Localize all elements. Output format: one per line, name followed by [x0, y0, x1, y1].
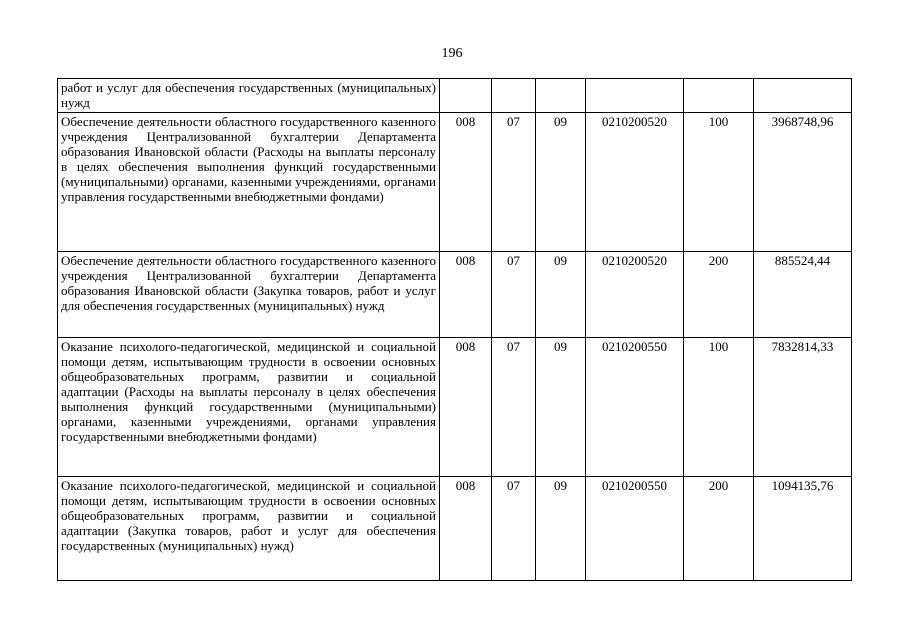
page-number: 196 — [441, 46, 463, 61]
expense-type-code: 100 — [684, 338, 754, 477]
ministry-code: 008 — [440, 252, 492, 338]
ministry-code: 008 — [440, 477, 492, 581]
subsection-code — [536, 79, 586, 113]
table-row — [58, 113, 852, 252]
section-code: 07 — [492, 477, 536, 581]
row-description: работ и услуг для обеспечения государственных (муниципальных) нужд — [58, 79, 440, 113]
ministry-code — [440, 79, 492, 113]
amount: 7832814,33 — [754, 338, 852, 477]
section-code: 07 — [492, 338, 536, 477]
row-description: Оказание психолого-педагогической, медицинской и социальной помощи детям, испытывающим трудности в освоении основных общеобразовательных программ, развитии и социальной адаптации (Расходы на выплаты персоналу в целях обеспечения выполнения функций государственными (муниципальными) органами, казенными учреждениями, органами управления государственными внебюджетными фондами) — [58, 338, 440, 477]
table-row — [58, 338, 852, 477]
amount — [754, 79, 852, 113]
target-article-code: 0210200550 — [586, 338, 684, 477]
subsection-code: 09 — [536, 477, 586, 581]
target-article-code: 0210200550 — [586, 477, 684, 581]
section-code — [492, 79, 536, 113]
row-description: Обеспечение деятельности областного государственного казенного учреждения Централизованной бухгалтерии Департамента образования Ивановской области (Закупка товаров, работ и услуг для обеспечения государственных (муниципальных) нужд — [58, 252, 440, 338]
ministry-code: 008 — [440, 113, 492, 252]
table-row — [58, 477, 852, 581]
expense-type-code: 100 — [684, 113, 754, 252]
expense-type-code: 200 — [684, 252, 754, 338]
subsection-code: 09 — [536, 113, 586, 252]
amount: 3968748,96 — [754, 113, 852, 252]
target-article-code — [586, 79, 684, 113]
amount: 885524,44 — [754, 252, 852, 338]
expense-type-code: 200 — [684, 477, 754, 581]
target-article-code: 0210200520 — [586, 113, 684, 252]
table-row — [58, 252, 852, 338]
amount: 1094135,76 — [754, 477, 852, 581]
expense-type-code — [684, 79, 754, 113]
section-code: 07 — [492, 113, 536, 252]
table-row — [58, 79, 852, 113]
target-article-code: 0210200520 — [586, 252, 684, 338]
subsection-code: 09 — [536, 252, 586, 338]
row-description: Обеспечение деятельности областного государственного казенного учреждения Централизованной бухгалтерии Департамента образования Ивановской области (Расходы на выплаты персоналу в целях обеспечения выполнения функций государственными (муниципальными) органами, казенными учреждениями, органами управления государственными внебюджетными фондами) — [58, 113, 440, 252]
row-description: Оказание психолого-педагогической, медицинской и социальной помощи детям, испытывающим трудности в освоении основных общеобразовательных программ, развитии и социальной адаптации (Закупка товаров, работ и услуг для обеспечения государственных (муниципальных) нужд) — [58, 477, 440, 581]
budget-table — [57, 78, 852, 581]
subsection-code: 09 — [536, 338, 586, 477]
ministry-code: 008 — [440, 338, 492, 477]
section-code: 07 — [492, 252, 536, 338]
